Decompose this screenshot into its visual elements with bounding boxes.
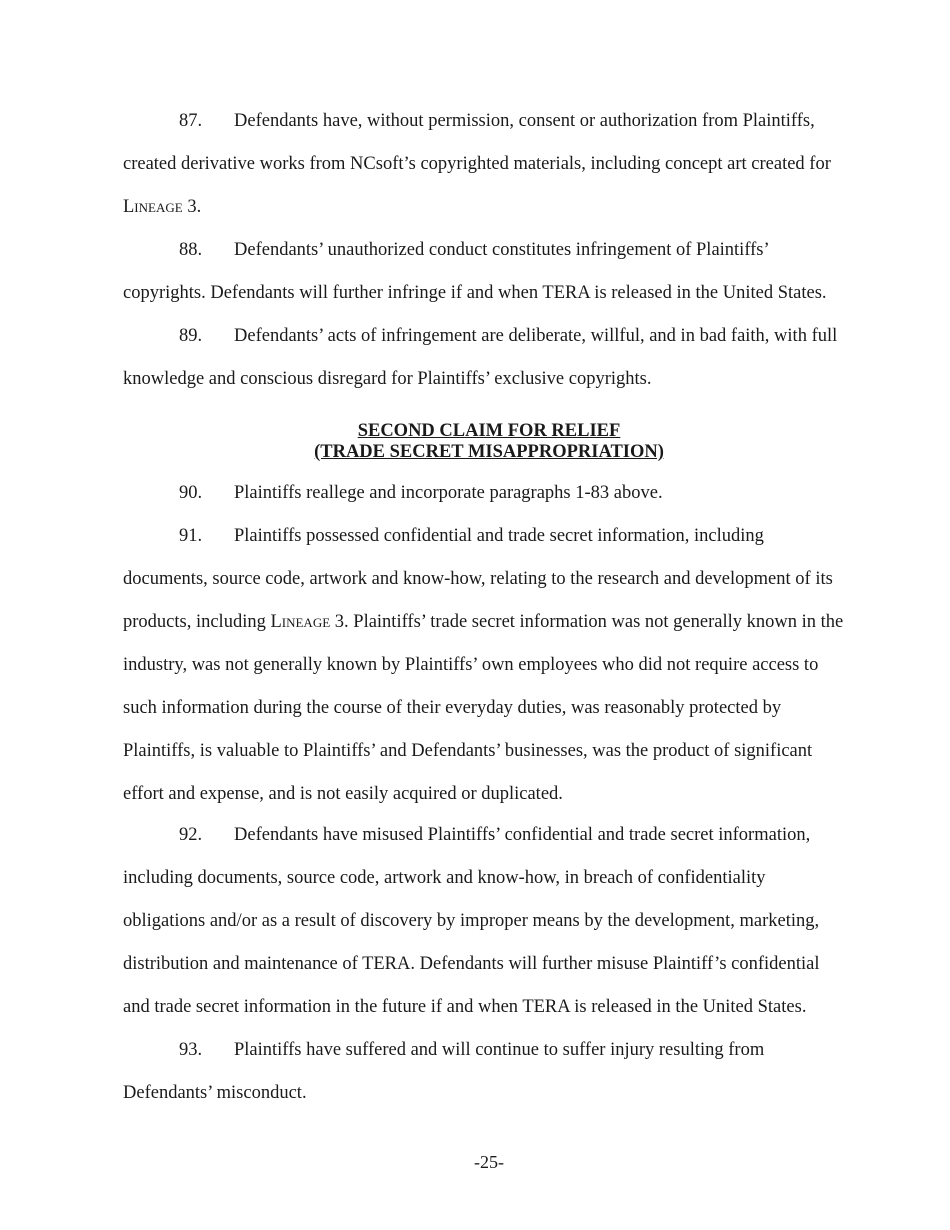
paragraph-87: [123, 100, 848, 229]
paragraph-text: Plaintiffs have suffered and will continue to suffer injury resulting from Defendants’ misconduct.: [123, 1040, 765, 1103]
paragraph-93: [123, 1029, 848, 1115]
section-heading-subtitle: (TRADE SECRET MISAPPROPRIATION): [314, 442, 664, 462]
paragraph-number: 92.: [179, 825, 203, 845]
product-name: Lineage: [270, 612, 331, 632]
paragraph-number: 90.: [179, 483, 203, 503]
paragraph-text: Defendants have, without permission, consent or authorization from Plaintiffs, created derivative works from NCsoft’s copyrighted materials, including concept art created for: [123, 111, 831, 174]
paragraph-text-end: 3.: [182, 197, 202, 217]
paragraph-text-end: 3. Plaintiffs’ trade secret information was not generally known in the industry, was not generally known by Plaintiffs’ own employees who did not require access to such information during the course of their everyday duties, was reasonably protected by Plaintiffs, is valuable to Plaintiffs’ and Defendants’ businesses, was the product of significant effort and expense, and is not easily acquired or duplicated.: [123, 612, 844, 804]
paragraph-text: Plaintiffs reallege and incorporate paragraphs 1-83 above.: [234, 483, 663, 503]
paragraph-90: [123, 472, 848, 515]
paragraph-91: [123, 515, 848, 816]
page-number: -25-: [474, 1152, 504, 1172]
paragraph-88: [123, 229, 848, 315]
section-heading-title: SECOND CLAIM FOR RELIEF: [357, 421, 621, 441]
paragraph-92: [123, 814, 848, 1029]
paragraph-number: 89.: [179, 326, 203, 346]
paragraph-number: 93.: [179, 1040, 203, 1060]
paragraph-89: [123, 315, 848, 401]
paragraph-text: Plaintiffs possessed confidential and trade secret information, including documents, source code, artwork and know-how, relating to the research and development of its products, including: [123, 526, 833, 632]
paragraph-number: 91.: [179, 526, 203, 546]
paragraph-text: Defendants’ acts of infringement are deliberate, willful, and in bad faith, with full knowledge and conscious disregard for Plaintiffs’ exclusive copyrights.: [123, 326, 838, 389]
product-name: Lineage: [123, 197, 183, 217]
paragraph-text: Defendants’ unauthorized conduct constitutes infringement of Plaintiffs’ copyrights. Defendants will further infringe if and when TERA is released in the United States.: [123, 240, 827, 303]
paragraph-number: 88.: [179, 240, 203, 260]
paragraph-text: Defendants have misused Plaintiffs’ confidential and trade secret information, including documents, source code, artwork and know-how, in breach of confidentiality obligations and/or as a result of discovery by improper means by the development, marketing, distribution and maintenance of TERA. Defendants will further misuse Plaintiff’s confidential and trade secret information in the future if and when TERA is released in the United States.: [123, 825, 820, 1017]
paragraph-number: 87.: [179, 111, 203, 131]
